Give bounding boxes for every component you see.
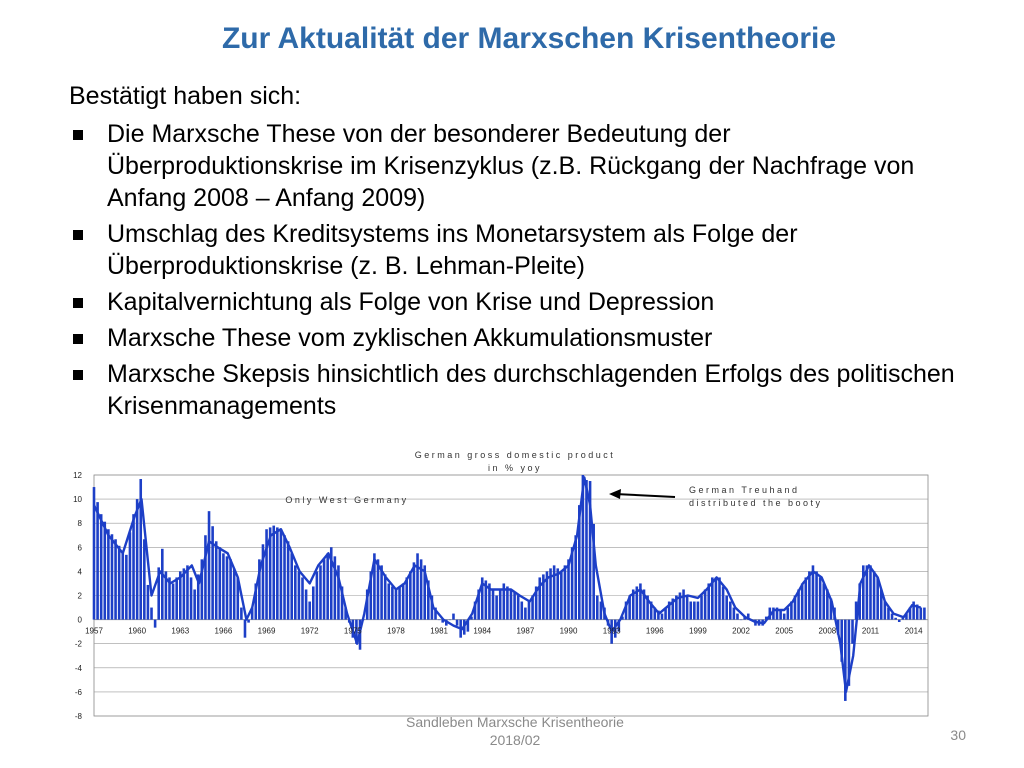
bullet-item	[69, 322, 969, 354]
data-bar	[682, 589, 685, 619]
data-bar	[898, 620, 901, 622]
data-bar	[240, 608, 243, 620]
bullet-square-icon	[73, 130, 83, 140]
data-bar	[715, 577, 718, 619]
x-tick-label: 2014	[904, 626, 923, 636]
data-bar	[398, 586, 401, 619]
slide-title: Zur Aktualität der Marxschen Krisentheorie	[221, 22, 837, 55]
bullet-square-icon	[73, 370, 83, 380]
data-bar	[574, 535, 577, 619]
y-tick-label: 4	[77, 567, 82, 577]
data-bar	[894, 618, 897, 620]
data-bar	[147, 585, 150, 620]
data-bar	[585, 480, 588, 620]
data-bar	[208, 511, 211, 619]
data-bar	[704, 589, 707, 619]
y-tick-label: -4	[74, 663, 82, 673]
data-bar	[725, 596, 728, 620]
bullet-square-icon	[73, 230, 83, 240]
data-bar	[700, 596, 703, 620]
x-tick-label: 1963	[171, 626, 190, 636]
west-germany-annotation: Only West Germany	[285, 495, 409, 505]
chart-title-line1: German gross domestic product	[414, 450, 616, 460]
data-bar	[272, 526, 275, 620]
data-bar	[815, 571, 818, 619]
y-tick-label: 6	[77, 543, 82, 553]
data-bar	[100, 514, 103, 619]
line-layer	[94, 477, 921, 692]
data-bar	[107, 529, 110, 619]
y-tick-label: 8	[77, 519, 82, 529]
data-bar	[873, 571, 876, 619]
data-bar	[506, 586, 509, 619]
data-bar	[520, 602, 523, 620]
data-bar	[736, 614, 739, 620]
data-bar	[740, 620, 743, 621]
y-tick-label: -6	[74, 687, 82, 697]
data-bar	[229, 559, 232, 619]
x-tick-label: 1981	[430, 626, 449, 636]
data-bar	[247, 620, 250, 623]
data-bar	[319, 565, 322, 619]
data-bar	[413, 562, 416, 619]
data-bar	[384, 574, 387, 619]
data-bar	[161, 549, 164, 620]
data-bar	[244, 620, 247, 638]
data-bar	[492, 589, 495, 619]
data-bar	[280, 529, 283, 619]
data-bar	[111, 534, 114, 619]
data-bar	[132, 514, 135, 619]
data-bar	[923, 608, 926, 620]
series-line	[94, 477, 921, 692]
data-bar	[722, 586, 725, 619]
data-bar	[103, 522, 106, 620]
y-tick-label: 0	[77, 615, 82, 625]
y-tick-label: 2	[77, 591, 82, 601]
x-tick-label: 2011	[861, 626, 880, 636]
x-tick-label: 2002	[732, 626, 750, 636]
data-bar	[564, 565, 567, 619]
intro-text: Bestätigt haben sich:	[69, 82, 302, 110]
x-tick-label: 1978	[387, 626, 405, 636]
data-bar	[869, 565, 872, 619]
data-bar	[301, 577, 304, 619]
x-tick-label: 1972	[300, 626, 319, 636]
bullet-item	[69, 118, 969, 214]
data-bar	[528, 602, 531, 620]
bullet-text: Marxsche These vom zyklischen Akkumulationsmuster	[107, 324, 713, 352]
data-bar	[556, 568, 559, 619]
data-bar	[125, 555, 128, 620]
x-tick-label: 1993	[602, 626, 621, 636]
data-bar	[689, 602, 692, 620]
bullet-text: Die Marxsche These von der besonderer Bedeutung der Überproduktionskrise im Krisenzyklus (z.B. Rückgang der Nachfrage von Anfang 2008 – Anfang 2009)	[107, 120, 915, 212]
data-bar	[661, 614, 664, 620]
y-tick-label: -8	[74, 712, 82, 720]
data-bar	[804, 577, 807, 619]
data-bar	[402, 583, 405, 619]
data-bar	[686, 596, 689, 620]
page-number: 30	[950, 727, 966, 743]
data-bar	[822, 583, 825, 619]
data-bar	[787, 608, 790, 620]
data-bar	[524, 608, 527, 620]
data-bar	[851, 620, 854, 644]
data-bar	[405, 577, 408, 619]
chart-title-line2: in % yoy	[487, 463, 543, 473]
data-bar	[215, 541, 218, 619]
bullet-item	[69, 218, 969, 282]
data-bar	[312, 586, 315, 619]
data-bar	[143, 539, 146, 619]
data-bar	[409, 571, 412, 619]
data-bar	[172, 583, 175, 619]
data-bar	[779, 611, 782, 620]
data-bar	[456, 620, 459, 626]
x-tick-label: 1996	[645, 626, 664, 636]
data-bar	[136, 499, 139, 619]
data-bar	[129, 532, 132, 619]
data-bar	[510, 589, 513, 619]
data-bar	[294, 565, 297, 619]
gdp-chart-svg	[67, 448, 941, 720]
data-bar	[438, 620, 441, 621]
x-tick-label: 1987	[516, 626, 535, 636]
x-tick-label: 1984	[473, 626, 492, 636]
data-bar	[114, 539, 117, 619]
bullet-text: Kapitalvernichtung als Folge von Krise und Depression	[107, 288, 715, 316]
data-bar	[276, 527, 279, 619]
x-tick-label: 2005	[775, 626, 794, 636]
x-tick-label: 1960	[128, 626, 147, 636]
bullet-text: Umschlag des Kreditsystems ins Monetarsystem als Folge der Überproduktionskrise (z. B. Lehman-Pleite)	[107, 220, 798, 280]
x-tick-label: 1966	[214, 626, 233, 636]
data-bar	[517, 596, 520, 620]
data-bar	[323, 559, 326, 619]
data-bar	[190, 577, 193, 619]
data-bar	[783, 614, 786, 620]
data-bar	[298, 571, 301, 619]
bullet-text: Marxsche Skepsis hinsichtlich des durchschlagenden Erfolgs des politischen Krisenmanagements	[107, 360, 955, 420]
treuhand-annotation-line2: distributed the booty	[689, 498, 823, 508]
arrow-icon	[609, 489, 675, 499]
gdp-chart	[67, 448, 941, 720]
x-tick-label: 1990	[559, 626, 578, 636]
x-tick-label: 1975	[343, 626, 362, 636]
data-bar	[729, 602, 732, 620]
x-tick-label: 1957	[85, 626, 103, 636]
data-bar	[226, 556, 229, 619]
x-tick-label: 2008	[818, 626, 837, 636]
data-bar	[219, 547, 222, 619]
data-bar	[495, 596, 498, 620]
y-tick-label: 12	[73, 471, 82, 480]
data-bar	[283, 535, 286, 619]
data-bar	[499, 589, 502, 619]
bullet-square-icon	[73, 334, 83, 344]
data-bar	[801, 583, 804, 619]
data-bar	[308, 602, 311, 620]
y-tick-label: 10	[73, 495, 82, 505]
x-tick-label: 1969	[257, 626, 276, 636]
data-bar	[211, 526, 214, 619]
data-bar	[316, 571, 319, 619]
data-bar	[121, 553, 124, 619]
data-bar	[513, 592, 516, 619]
data-bar	[553, 565, 556, 619]
data-bar	[596, 596, 599, 620]
data-bar	[118, 546, 121, 620]
data-bar	[193, 589, 196, 619]
data-bar	[154, 620, 157, 628]
data-bar	[920, 608, 923, 620]
x-tick-label: 1999	[689, 626, 707, 636]
data-bar	[560, 571, 563, 619]
data-bar	[567, 559, 570, 619]
data-bar	[733, 608, 736, 620]
data-bar	[449, 620, 452, 621]
data-bar	[290, 553, 293, 619]
footer-line1: Sandleben Marxsche Krisentheorie	[406, 714, 624, 730]
data-bar	[387, 583, 390, 619]
data-bar	[222, 553, 225, 619]
data-bar	[452, 614, 455, 620]
data-bar	[175, 577, 178, 619]
data-bar	[395, 589, 398, 619]
data-bar	[697, 602, 700, 620]
data-bar	[416, 553, 419, 619]
data-bar	[693, 602, 696, 620]
data-bar	[186, 565, 189, 619]
data-bar	[326, 553, 329, 619]
data-bar	[96, 502, 99, 619]
bullet-list	[69, 118, 969, 426]
data-bar	[150, 608, 153, 620]
bullet-square-icon	[73, 298, 83, 308]
bullet-item	[69, 358, 969, 422]
footer	[370, 713, 660, 749]
y-tick-label: -2	[74, 639, 82, 649]
data-bar	[819, 577, 822, 619]
data-bar	[287, 541, 290, 619]
data-bar	[305, 589, 308, 619]
bullet-item	[69, 286, 969, 318]
footer-line2: 2018/02	[489, 732, 541, 748]
data-bar	[391, 586, 394, 619]
treuhand-annotation-line1: German Treuhand	[689, 485, 800, 495]
data-bar	[233, 568, 236, 619]
